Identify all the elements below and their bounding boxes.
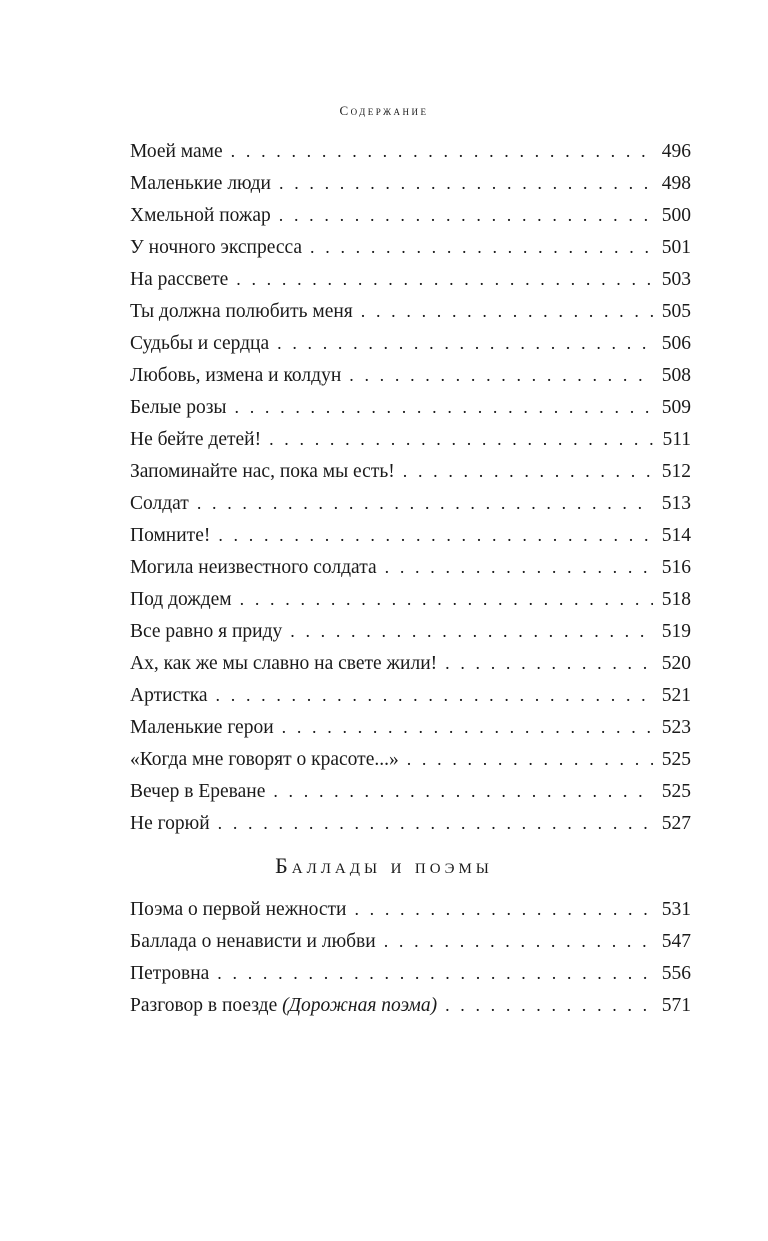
toc-entry bbox=[130, 519, 691, 551]
toc-entry-title bbox=[130, 894, 346, 926]
dot-leader bbox=[273, 775, 653, 807]
dot-leader bbox=[349, 359, 653, 391]
dot-leader bbox=[354, 893, 653, 925]
toc-entry-title: Могила неизвестного солдата bbox=[130, 557, 377, 578]
dot-leader bbox=[240, 583, 653, 615]
toc-list-poems bbox=[130, 135, 691, 839]
toc-entry-title bbox=[130, 990, 437, 1022]
toc-entry-page: 516 bbox=[661, 557, 691, 578]
toc-entry bbox=[130, 391, 691, 423]
toc-entry-page: 518 bbox=[661, 589, 691, 610]
toc-entry-title: Хмельной пожар bbox=[130, 205, 271, 226]
toc-entry-page: 498 bbox=[661, 173, 691, 194]
dot-leader bbox=[269, 423, 653, 455]
toc-entry-page: 509 bbox=[661, 397, 691, 418]
dot-leader bbox=[218, 807, 653, 839]
dot-leader bbox=[231, 135, 653, 167]
toc-entry-title: Белые розы bbox=[130, 397, 227, 418]
toc-entry bbox=[130, 423, 691, 455]
toc-entry-page: 520 bbox=[661, 653, 691, 674]
dot-leader bbox=[218, 519, 653, 551]
section-heading: Баллады и поэмы bbox=[275, 853, 493, 878]
toc-entry-page: 531 bbox=[661, 899, 691, 920]
dot-leader bbox=[445, 647, 653, 679]
toc-entry-page: 521 bbox=[661, 685, 691, 706]
dot-leader bbox=[216, 679, 653, 711]
dot-leader bbox=[217, 957, 653, 989]
toc-entry bbox=[130, 647, 691, 679]
toc-entry-page: 501 bbox=[661, 237, 691, 258]
toc-entry bbox=[130, 327, 691, 359]
toc-entry-title: Запоминайте нас, пока мы есть! bbox=[130, 461, 395, 482]
toc-entry-page: 503 bbox=[661, 269, 691, 290]
toc-entry-page: 505 bbox=[661, 301, 691, 322]
toc-entry-page: 547 bbox=[661, 931, 691, 952]
toc-entry-title: Вечер в Ереване bbox=[130, 781, 266, 802]
toc-entry-title: Маленькие люди bbox=[130, 173, 271, 194]
toc-entry bbox=[130, 893, 691, 925]
toc-entry bbox=[130, 455, 691, 487]
dot-leader bbox=[290, 615, 653, 647]
toc-entry-title: На рассвете bbox=[130, 269, 229, 290]
dot-leader bbox=[282, 711, 653, 743]
toc-entry bbox=[130, 925, 691, 957]
dot-leader bbox=[279, 199, 653, 231]
dot-leader bbox=[236, 263, 653, 295]
toc-entry-title: Артистка bbox=[130, 685, 208, 706]
dot-leader bbox=[445, 989, 653, 1021]
toc-entry bbox=[130, 135, 691, 167]
toc-entry bbox=[130, 487, 691, 519]
toc-entry bbox=[130, 807, 691, 839]
dot-leader bbox=[384, 925, 653, 957]
toc-entry-title bbox=[130, 926, 376, 958]
toc-entry bbox=[130, 295, 691, 327]
toc-entry-page: 512 bbox=[661, 461, 691, 482]
toc-entry-page: 514 bbox=[661, 525, 691, 546]
toc-entry bbox=[130, 989, 691, 1021]
toc-entry-title-text: Баллада о ненависти и любви bbox=[130, 931, 376, 952]
toc-entry bbox=[130, 711, 691, 743]
toc-entry bbox=[130, 551, 691, 583]
toc-entry bbox=[130, 583, 691, 615]
dot-leader bbox=[403, 455, 653, 487]
toc-entry-title: Под дождем bbox=[130, 589, 232, 610]
toc-entry-title: Все равно я приду bbox=[130, 621, 283, 642]
dot-leader bbox=[407, 743, 653, 775]
toc-entry bbox=[130, 679, 691, 711]
toc-entry-title-text: Петровна bbox=[130, 963, 210, 984]
toc-entry-page: 500 bbox=[661, 205, 691, 226]
toc-entry bbox=[130, 263, 691, 295]
toc-entry-page: 519 bbox=[661, 621, 691, 642]
toc-entry-page: 525 bbox=[661, 781, 691, 802]
toc-entry-page: 508 bbox=[661, 365, 691, 386]
toc-entry-title: Помните! bbox=[130, 525, 211, 546]
toc-entry-page: 556 bbox=[661, 963, 691, 984]
toc-entry-title: Не бейте детей! bbox=[130, 429, 262, 450]
dot-leader bbox=[361, 295, 653, 327]
toc-entry-page: 506 bbox=[661, 333, 691, 354]
toc-entry-page: 525 bbox=[661, 749, 691, 770]
toc-entry-page: 571 bbox=[661, 995, 691, 1016]
toc-entry-title: «Когда мне говорят о красоте...» bbox=[130, 749, 399, 770]
dot-leader bbox=[197, 487, 653, 519]
toc-entry bbox=[130, 743, 691, 775]
toc-entry bbox=[130, 199, 691, 231]
dot-leader bbox=[279, 167, 653, 199]
toc-entry-page: 523 bbox=[661, 717, 691, 738]
toc-entry-title: Ах, как же мы славно на свете жили! bbox=[130, 653, 438, 674]
toc-entry-page: 527 bbox=[661, 813, 691, 834]
toc-entry bbox=[130, 359, 691, 391]
toc-entry bbox=[130, 957, 691, 989]
dot-leader bbox=[385, 551, 653, 583]
toc-entry-page: 496 bbox=[661, 141, 691, 162]
toc-entry-subtitle: (Дорожная поэма) bbox=[282, 995, 438, 1016]
running-head: Содержание bbox=[339, 103, 429, 118]
toc-entry bbox=[130, 167, 691, 199]
toc-entry-title bbox=[130, 958, 209, 990]
toc-entry-title: Любовь, измена и колдун bbox=[130, 365, 342, 386]
dot-leader bbox=[310, 231, 653, 263]
toc-entry-title: Не горюй bbox=[130, 813, 210, 834]
toc-list-ballads bbox=[130, 893, 691, 1021]
toc-entry bbox=[130, 775, 691, 807]
toc-entry-title-text: Поэма о первой нежности bbox=[130, 899, 347, 920]
toc-entry bbox=[130, 615, 691, 647]
toc-entry-title: Моей маме bbox=[130, 141, 223, 162]
toc-entry bbox=[130, 231, 691, 263]
toc-entry-title: У ночного экспресса bbox=[130, 237, 303, 258]
toc-entry-title: Судьбы и сердца bbox=[130, 333, 270, 354]
toc-entry-title: Ты должна полюбить меня bbox=[130, 301, 353, 322]
toc-entry-title-text: Разговор в поезде bbox=[130, 995, 278, 1016]
dot-leader bbox=[235, 391, 653, 423]
toc-entry-page: 513 bbox=[661, 493, 691, 514]
toc-entry-title: Маленькие герои bbox=[130, 717, 274, 738]
toc-entry-page: 511 bbox=[662, 429, 691, 450]
toc-entry-title: Солдат bbox=[130, 493, 189, 514]
dot-leader bbox=[277, 327, 653, 359]
